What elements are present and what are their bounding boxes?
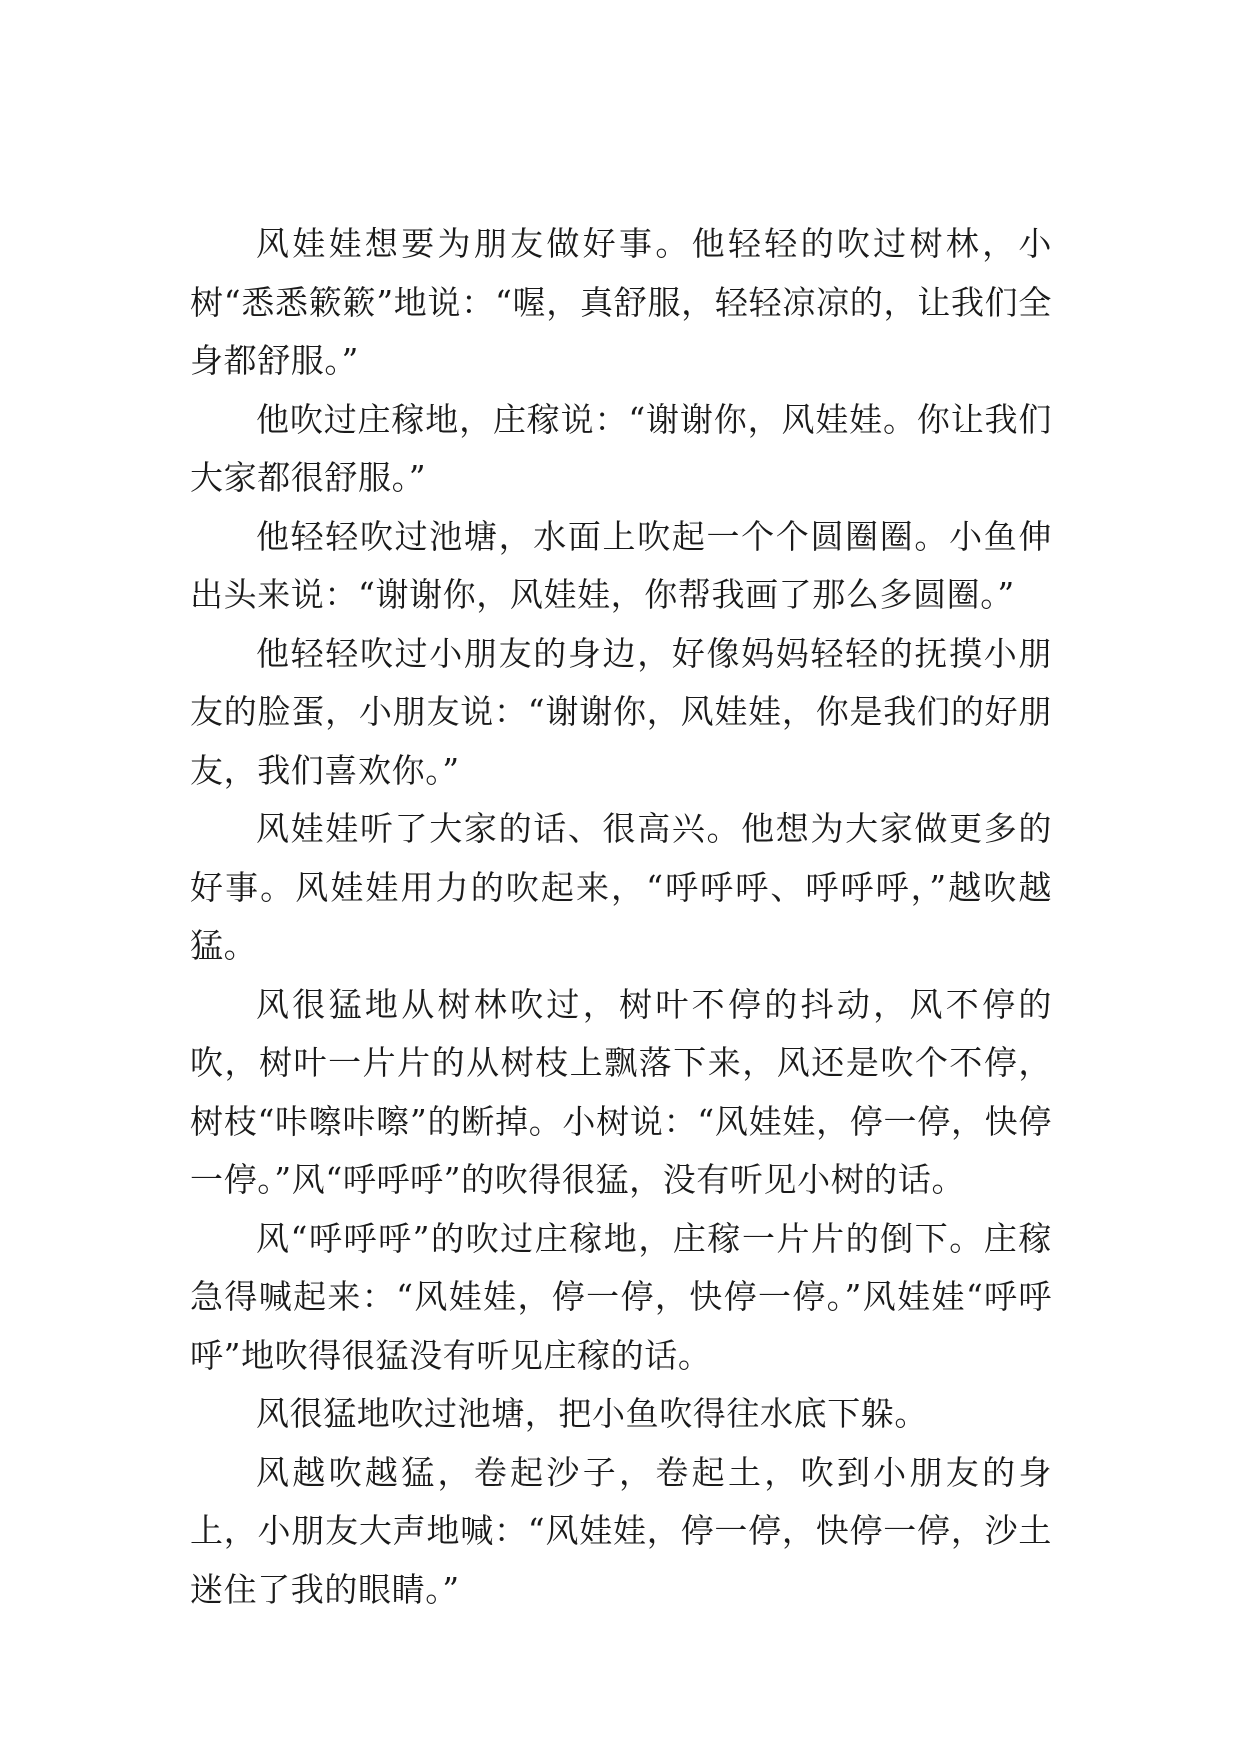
paragraph-9: 风越吹越猛，卷起沙子，卷起土，吹到小朋友的身上，小朋友大声地喊：“风娃娃，停一停，快停一停，沙土迷住了我的眼睛。” — [190, 1452, 1052, 1609]
paragraph-2: 他吹过庄稼地，庄稼说：“谢谢你，风娃娃。你让我们大家都很舒服。” — [190, 399, 1052, 497]
paragraph-3: 他轻轻吹过池塘，水面上吹起一个个圆圈圈。小鱼伸出头来说：“谢谢你，风娃娃，你帮我画了那么多圆圈。” — [190, 516, 1052, 614]
paragraph-4: 他轻轻吹过小朋友的身边，好像妈妈轻轻的抚摸小朋友的脸蛋，小朋友说：“谢谢你，风娃娃，你是我们的好朋友，我们喜欢你。” — [190, 633, 1052, 790]
story-body — [190, 215, 1052, 1619]
paragraph-5: 风娃娃听了大家的话、很高兴。他想为大家做更多的好事。风娃娃用力的吹起来，“呼呼呼、呼呼呼，”越吹越猛。 — [190, 809, 1052, 965]
paragraph-6: 风很猛地从树林吹过，树叶不停的抖动，风不停的吹，树叶一片片的从树枝上飘落下来，风还是吹个不停，树枝“咔嚓咔嚓”的断掉。小树说：“风娃娃，停一停，快停一停。”风“呼呼呼”的吹得很猛，没有听见小树的话。 — [190, 984, 1052, 1199]
paragraph-1: 风娃娃想要为朋友做好事。他轻轻的吹过树林，小树“悉悉簌簌”地说：“喔，真舒服，轻轻凉凉的，让我们全身都舒服。” — [190, 224, 1052, 380]
paragraph-8: 风很猛地吹过池塘，把小鱼吹得往水底下躲。 — [256, 1394, 928, 1433]
paragraph-7: 风“呼呼呼”的吹过庄稼地，庄稼一片片的倒下。庄稼急得喊起来：“风娃娃，停一停，快停一停。”风娃娃“呼呼呼”地吹得很猛没有听见庄稼的话。 — [190, 1218, 1052, 1375]
